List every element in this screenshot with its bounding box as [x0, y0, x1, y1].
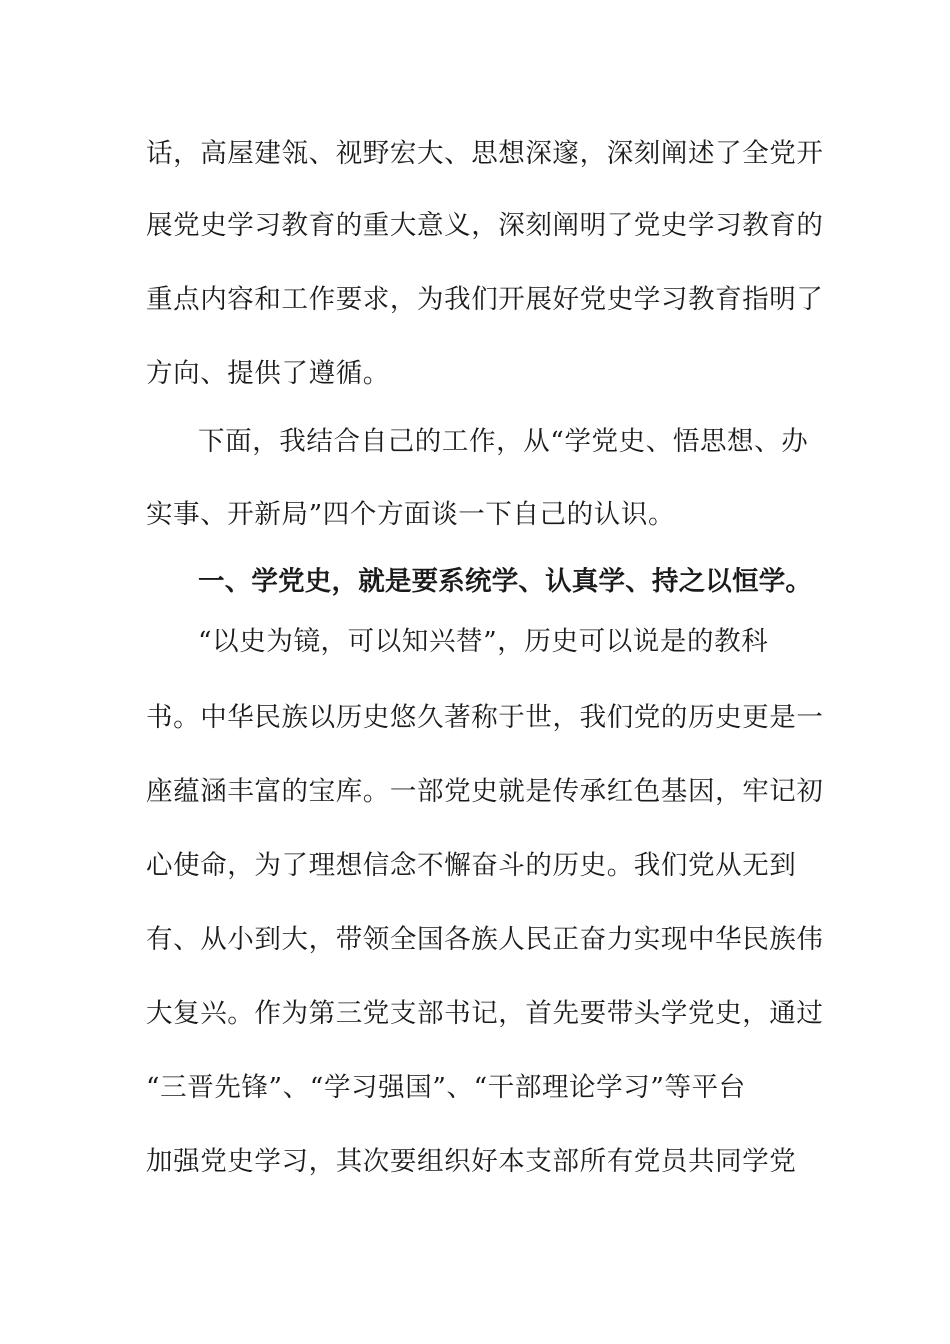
paragraph-line-1: 话，高屋建瓴、视野宏大、思想深邃，深刻阐述了全党开	[146, 138, 824, 169]
paragraph-line-6: 实事、开新局”四个方面谈一下自己的认识。	[146, 499, 676, 530]
paragraph-line-2: 展党史学习教育的重大意义，深刻阐明了党史学习教育的	[146, 210, 824, 241]
paragraph-line-3: 重点内容和工作要求，为我们开展好党史学习教育指明了	[146, 284, 824, 315]
paragraph-line-14: “三晋先锋”、“学习强国”、“干部理论学习”等平台	[146, 1072, 746, 1103]
paragraph-line-10: 座蕴涵丰富的宝库。一部党史就是传承红色基因，牢记初	[146, 776, 824, 807]
paragraph-line-11: 心使命，为了理想信念不懈奋斗的历史。我们党从无到	[146, 850, 797, 881]
paragraph-line-15: 加强党史学习，其次要组织好本支部所有党员共同学党	[146, 1146, 797, 1177]
paragraph-line-9: 书。中华民族以历史悠久著称于世，我们党的历史更是一	[146, 702, 824, 733]
paragraph-line-12: 有、从小到大，带领全国各族人民正奋力实现中华民族伟	[146, 924, 824, 955]
paragraph-line-8: “以史为镜，可以知兴替”，历史可以说是的教科	[198, 626, 769, 657]
paragraph-line-13: 大复兴。作为第三党支部书记，首先要带头学党史，通过	[146, 998, 824, 1029]
paragraph-line-5: 下面，我结合自己的工作，从“学党史、悟思想、办	[198, 426, 809, 457]
section-heading: 一、学党史，就是要系统学、认真学、持之以恒学。	[198, 566, 813, 597]
paragraph-line-4: 方向、提供了遵循。	[146, 358, 390, 389]
